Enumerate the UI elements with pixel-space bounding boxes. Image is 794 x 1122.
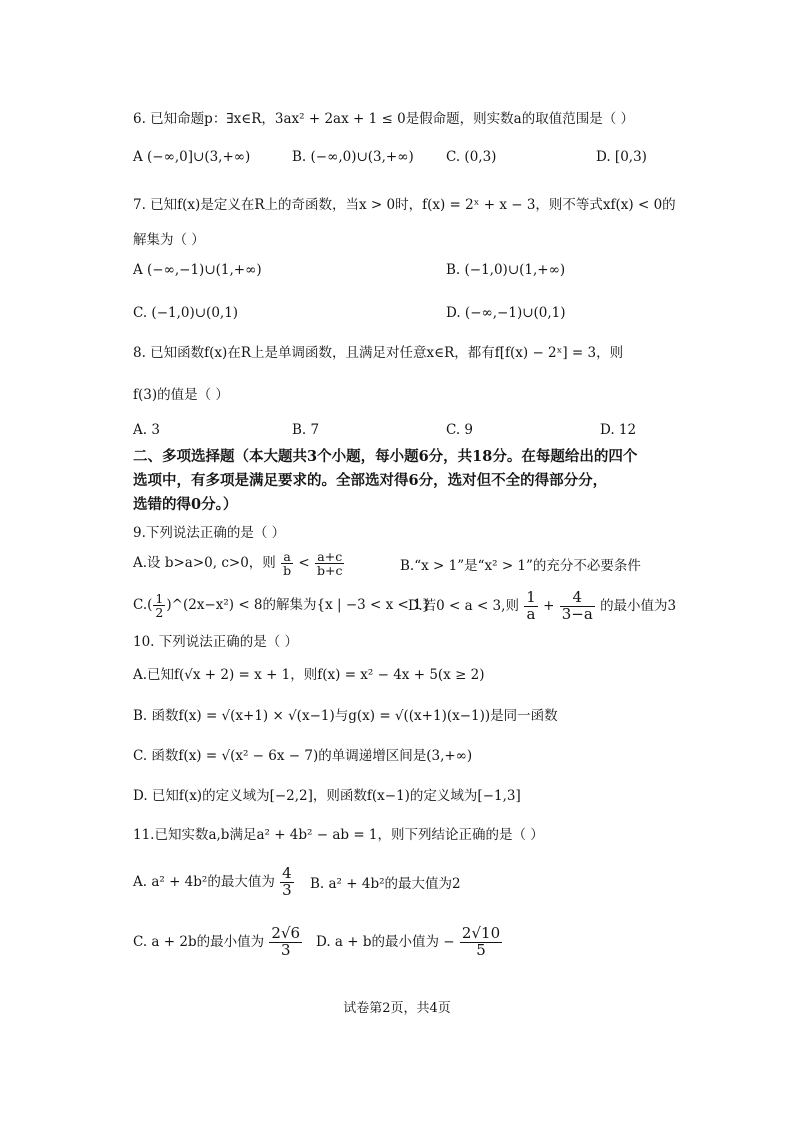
q9-option-a (133, 550, 345, 577)
q8-option-b: B. 7 (292, 422, 320, 438)
q11-a-num: 4 (282, 864, 292, 882)
q9-d-suffix: 的最小值为3 (600, 597, 677, 614)
q11-c-num: 2√6 (271, 924, 301, 942)
q11-option-b: B. a² + 4b²的最大值为2 (310, 876, 461, 892)
q11-d-num: 2√10 (461, 924, 501, 942)
q9-a-lt: < (298, 555, 310, 572)
q9-d-f1-num: 1 (526, 588, 536, 606)
q10-stem: 10. 下列说法正确的是（ ） (133, 634, 299, 650)
q9-a-f1-den: b (283, 563, 292, 579)
q11-option-d (316, 926, 503, 959)
q9-d-fraction-2 (560, 590, 595, 623)
q6-stem: 6. 已知命题p：∃x∈R，3ax² + 2ax + 1 ≤ 0是假命题，则实数a的取值范围是（ ） (133, 111, 635, 127)
q8-option-d: D. 12 (600, 422, 637, 438)
q9-d-f2-num: 4 (560, 590, 595, 607)
q11-option-c (133, 926, 303, 959)
q8-option-a: A. 3 (133, 422, 160, 438)
q9-a-fraction-1 (281, 550, 293, 577)
q8-option-c: C. 9 (446, 422, 474, 438)
q9-a-f1-num: a (281, 550, 293, 564)
q9-c-den: 2 (155, 605, 164, 621)
q8-stem: 8. 已知函数f(x)在R上是单调函数，且满足对任意x∈R，都有f[f(x) − 2ˣ] = 3，则 (133, 345, 624, 361)
q10-option-d: D. 已知f(x)的定义域为[−2,2]，则函数f(x−1)的定义域为[−1,3] (133, 788, 521, 804)
q11-c-fraction (269, 926, 302, 959)
q7-option-a: A (−∞,−1)∪(1,+∞) (133, 262, 262, 278)
q11-c-den: 3 (280, 940, 291, 959)
q9-a-f2-den: b+c (317, 563, 343, 579)
q7-option-c: C. (−1,0)∪(0,1) (133, 305, 239, 321)
q9-option-c: C.( $\frac{1}{2}$ )^(2x−x²) < 8的解集为{x | −3 < x < 1} (133, 591, 431, 621)
q9-d-plus: + (543, 597, 555, 614)
section2-heading-line1: 二、多项选择题（本大题共3个小题，每小题6分，共18分。在每题给出的四个 (133, 448, 638, 465)
q9-d-f1-den: a (526, 604, 536, 623)
q11-a-fraction (280, 866, 294, 899)
section2-heading-line3: 选错的得0分。） (133, 496, 238, 513)
q7-option-d: D. (−∞,−1)∪(0,1) (446, 305, 566, 321)
q9-c-num: 1 (155, 591, 164, 606)
q6-option-c: C. (0,3) (446, 149, 497, 165)
q11-d-den: 5 (476, 940, 486, 959)
q9-c-rest: ^(2x−x²) < 8的解集为{x | −3 < x < 1} (171, 597, 431, 614)
q9-a-fraction-2 (315, 550, 344, 577)
q9-stem: 9.下列说法正确的是（ ） (133, 525, 286, 541)
q7-stem: 7. 已知f(x)是定义在R上的奇函数，当x > 0时，f(x) = 2ˣ + x − 3，则不等式xf(x) < 0的 (133, 197, 676, 213)
q11-stem: 11.已知实数a,b满足a² + 4b² − ab = 1，则下列结论正确的是（ ） (133, 827, 544, 843)
q9-d-fraction-1 (524, 590, 538, 623)
q11-option-a (133, 866, 295, 899)
section2-heading-line2: 选项中，有多项是满足要求的。全部选对得6分，选对但不全的得部分分， (133, 472, 608, 489)
q10-option-b: B. 函数f(x) = √(x+1) × √(x−1)与g(x) = √((x+1)(x−1))是同一函数 (133, 708, 558, 724)
q9-option-d (408, 590, 676, 623)
q11-a-prefix: A. a² + 4b²的最大值为 (133, 873, 275, 890)
q9-c-prefix: C. (133, 597, 148, 614)
q8-stem-cont: f(3)的值是（ ） (133, 387, 229, 403)
q11-d-fraction (460, 926, 502, 959)
q9-option-b: B.“x > 1”是“x² > 1”的充分不必要条件 (400, 558, 641, 574)
q11-c-prefix: C. a + 2b的最小值为 (133, 933, 265, 950)
q9-d-f2-den: 3−a (561, 604, 593, 623)
q7-stem-cont: 解集为（ ） (133, 232, 205, 248)
q6-option-b: B. (−∞,0)∪(3,+∞) (292, 149, 414, 165)
q11-a-den: 3 (282, 880, 292, 899)
q10-option-c: C. 函数f(x) = √(x² − 6x − 7)的单调递增区间是(3,+∞) (133, 748, 473, 764)
page-footer: 试卷第2页，共4页 (343, 1001, 451, 1016)
q7-option-b: B. (−1,0)∪(1,+∞) (446, 262, 566, 278)
q11-d-prefix: D. a + b的最小值为 − (316, 933, 455, 950)
q9-d-prefix: D.若0 < a < 3,则 (408, 597, 519, 614)
q9-a-prefix: A.设 b>a>0, c>0，则 (133, 555, 276, 572)
q9-a-f2-num: a+c (315, 550, 344, 564)
q10-option-a: A.已知f(√x + 2) = x + 1，则f(x) = x² − 4x + 5(x ≥ 2) (133, 667, 485, 683)
q6-option-a: A (−∞,0]∪(3,+∞) (133, 149, 251, 165)
q9-c-fraction (153, 592, 165, 619)
q6-option-d: D. [0,3) (596, 149, 647, 165)
